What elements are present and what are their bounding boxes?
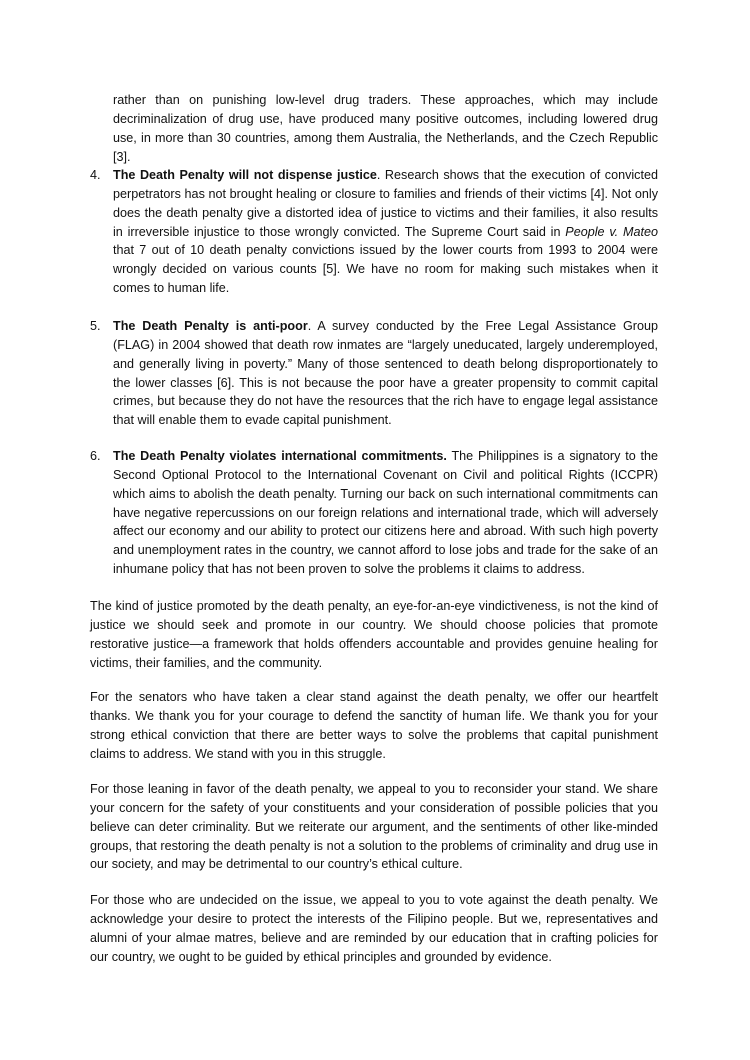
list-item-text: The Philippines is a signatory to the Second Optional Protocol to the International Covenant on Civil and political Rights (ICCPR) which aims to abolish the death penalty. Turning our back on such international commitments can have negative repercussions on our foreign relations and international trade, which will adversely affect our economy and our ability to protect our citizens here and abroad. With such high poverty and unemployment rates in the country, we cannot afford to lose jobs and trade for the sake of an inhumane policy that has not been proven to solve the problems it claims to address. (113, 449, 658, 577)
list-item-text-cont: that 7 out of 10 death penalty convictions issued by the lower courts from 1993 to 2004 were wrongly decided on various counts [5]. We have no room for making such mistakes when it comes to human life. (113, 243, 658, 296)
list-item-title: The Death Penalty will not dispense justice (113, 168, 377, 182)
list-item-body (113, 447, 658, 579)
case-name: People v. Mateo (565, 224, 658, 239)
body-paragraph: For those who are undecided on the issue, we appeal to you to vote against the death penalty. We acknowledge your desire to protect the interests of the Filipino people. But we, representatives and alumni of your almae matres, believe and are reminded by our education that in crafting policies for our country, we ought to be guided by ethical principles and grounded by evidence. (90, 893, 658, 964)
list-item-title: The Death Penalty is anti-poor (113, 319, 308, 333)
list-item-body (113, 317, 658, 430)
list-number: 5. (90, 319, 101, 333)
continuation-paragraph: rather than on punishing low-level drug traders. These approaches, which may include decriminalization of drug use, have produced many positive outcomes, including lowered drug use, in more than 30 countries, among them Australia, the Netherlands, and the Czech Republic [3]. (113, 93, 658, 164)
list-item-title: The Death Penalty violates international commitments. (113, 449, 447, 463)
body-paragraph: The kind of justice promoted by the death penalty, an eye-for-an-eye vindictiveness, is not the kind of justice we should seek and promote in our country. We should choose policies that promote restorative justice—a framework that holds offenders accountable and provides genuine healing for victims, their families, and the community. (90, 599, 658, 670)
list-number: 6. (90, 449, 101, 463)
list-item-text: . A survey conducted by the Free Legal Assistance Group (FLAG) in 2004 showed that death row inmates are “largely uneducated, largely underemployed, and generally living in poverty.” Many of those sentenced to death belong disproportionately to the lower classes [6]. This is not because the poor have a greater propensity to commit capital crimes, but because they do not have the resources that the rich have to engage legal assistance that will enable them to evade capital punishment. (113, 319, 658, 428)
body-paragraph: For the senators who have taken a clear stand against the death penalty, we offer our heartfelt thanks. We thank you for your courage to defend the sanctity of human life. We thank you for your strong ethical conviction that there are better ways to solve the problems that capital punishment claims to address. We stand with you in this struggle. (90, 690, 658, 761)
list-number: 4. (90, 168, 101, 182)
body-paragraph: For those leaning in favor of the death penalty, we appeal to you to reconsider your stand. We share your concern for the safety of your constituents and your consideration of possible policies that you believe can deter criminality. But we reiterate our argument, and the sentiments of other like-minded groups, that restoring the death penalty is not a solution to the problems of criminality and drug use in our society, and may be detrimental to our country’s ethical culture. (90, 782, 658, 872)
list-item-body (113, 166, 658, 298)
list-item-text: . Research shows that the execution of convicted perpetrators has not brought healing or closure to families and friends of their victims [4]. Not only does the death penalty give a distorted idea of justice to victims and their families, it also results in irreversible injustice to those wrongly convicted. The Supreme Court said in (113, 168, 658, 239)
